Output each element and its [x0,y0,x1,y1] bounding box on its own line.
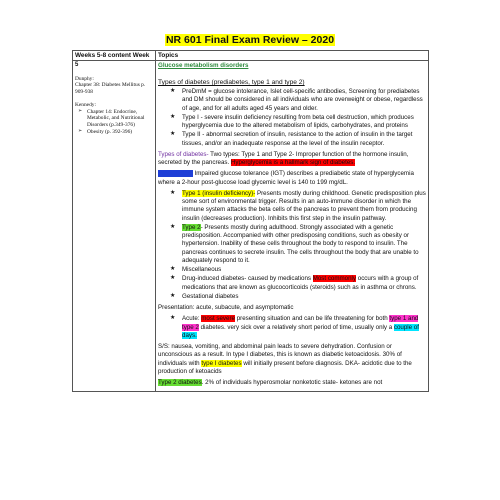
symptoms-paragraph: S/S: nausea, vomiting, and abdominal pain leads to severe dehydration. Confusion or unconscious as a result. In type I diabetes, this is known as diabetic ketoacidosis. 30% of individuals with type I diabetes will initially present before diagnosis. DKA- acidotic due to the production of ketoacids [158,343,412,375]
list-item: ★ Type I - severe insulin deficiency resulting from beta cell destruction, which produces hyperglycemia due to the altered metabolism of lipids, carbohydrates, and proteins [170,114,426,131]
list-item: ★ Type 2- Presents mostly during adulthood. Strongly associated with a genetic predisposition. Accompanied with other predisposing conditions, such as obesity or hypertension. Inability of these cells throughout the body to respond to insulin. The pancreas continues to secrete insulin. The cells throughout the body that are unable to adequately respond to it. [170,224,426,265]
left-cell [73,61,156,392]
kennedy-label: Kennedy: [75,101,96,108]
acute-bullets [158,315,426,340]
type2-paragraph: Type 2 diabetes. 2% of individuals hyperosmolar nonketotic state- ketones are not [158,379,383,387]
list-item: ➢ Obesity (p. 392-396) [82,129,153,136]
list-item: ★ PreDmM = glucose intolerance, Islet cell-specific antibodies, Screening for prediabetes and DM should be considered in all individuals who are overweight or obese, regardless of age, and for all adults aged 45 years and older. [170,88,426,113]
week-number: 5 [75,62,79,68]
prediabetes-paragraph: Prediabetes: Impaired glucose tolerance (IGT) describes a prediabetic state of hyperglycemia where a 2-hour post-glucose load glycemic level is 140 to 199 mg/dL. [158,170,414,186]
main-cell [156,61,429,392]
list-item: ★ Acute: most severe presenting situation and can be life threatening for both type 1 and type 2 diabetes. very sick over a relatively short period of time, usually only a couple of days. [170,315,426,340]
page-title: NR 601 Final Exam Review – 2020 [165,34,335,46]
list-item: ★ Type II - abnormal secretion of insulin, resistance to the action of insulin in the target tissues, and/or an inadequate response at the level of the insulin receptor. [170,131,426,148]
content-table [72,50,429,392]
types-bullets [158,88,426,148]
list-item: ★ Type 1 (insulin deficiency)- Presents mostly during childhood. Genetic predisposition plus some sort of environmental trigger. Results in an auto-immune disorder in which the immune system attacks the beta cells of the pancreas to prevent them from producing insulin (decreases production). Inhibits this first step in the insulin pathway. [170,190,426,223]
table-row [73,61,429,392]
diabetes-type-bullets [158,190,426,301]
list-item: ★ Miscellaneous [170,266,426,274]
dunphy-label: Dunphy: [75,75,94,82]
list-item: ★ Gestational diabetes [170,293,426,301]
col1-header: Weeks 5-8 content Week [73,51,156,61]
list-item: ➢ Chapter 14: Endocrine, Metabolic, and Nutritional Disorders (p.349-376) [82,109,153,129]
table-header-row [73,51,429,61]
kennedy-list [75,109,153,136]
types-paragraph: Types of diabetes- Two types: Type 1 and Type 2- Improper function of the hormone insulin, secreted by the pancreas. Hyperglycemia is a hallmark sign of diabetes. [158,150,409,167]
presentation-line: Presentation: acute, subacute, and asymptomatic [158,304,294,312]
list-item: ★ Drug-induced diabetes- caused by medications Most commonly occurs with a group of medications that are known as glucocorticoids (steroids) such as in asthma or chrons. [170,275,426,292]
types-heading: Types of diabetes (prediabetes, type 1 and type 2) [158,79,305,87]
topic-heading: Glucose metabolism disorders [158,62,249,69]
dunphy-ref: Chapter 38: Diabetes Mellitus p. 909-938 [75,82,146,95]
col2-header: Topics [156,51,429,61]
